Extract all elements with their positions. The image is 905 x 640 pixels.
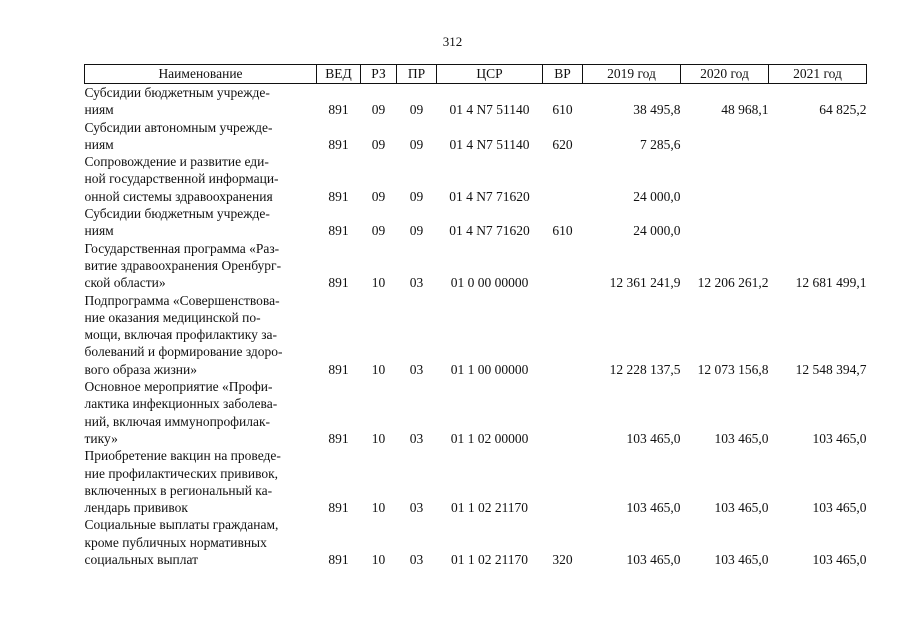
cell-y2021 [769, 153, 867, 205]
cell-ved: 891 [328, 500, 349, 516]
table-row [85, 516, 867, 568]
cell-csr: 01 1 02 21170 [450, 552, 529, 568]
col-header-2019: 2019 год [583, 65, 681, 84]
cell-pr: 03 [409, 361, 424, 377]
row-name-line: Государственная программа «Раз- [84, 240, 280, 256]
cell-pr: 09 [409, 102, 424, 118]
cell-y2021 [769, 205, 867, 240]
cell-y2021: 12 681 499,1 [795, 275, 867, 291]
cell-rz: 10 [371, 275, 386, 291]
cell-y2020 [681, 205, 769, 240]
row-name-line: ной государственной информаци- [84, 171, 279, 187]
row-name-line: Основное мероприятие «Профи- [84, 379, 273, 395]
row-name-line: вого образа жизни» [84, 361, 198, 377]
cell-pr: 03 [409, 500, 424, 516]
row-name-line: ние профилактических прививок, [84, 465, 279, 481]
cell-y2021: 103 465,0 [812, 552, 867, 568]
row-name-line: социальных выплат [84, 552, 199, 568]
cell-vr: 320 [552, 552, 573, 568]
cell-y2019: 24 000,0 [633, 223, 681, 239]
table-body [85, 84, 867, 569]
row-name-line: Социальные выплаты гражданам, [84, 517, 279, 533]
cell-y2020: 103 465,0 [714, 430, 769, 446]
row-name-line: ниям [84, 102, 114, 118]
cell-pr: 03 [409, 275, 424, 291]
table-row [85, 153, 867, 205]
row-name-line: мощи, включая профилактику за- [84, 327, 278, 343]
row-name [85, 292, 317, 378]
row-name-line: ской области» [84, 275, 166, 291]
row-name-line: Субсидии автономным учрежде- [84, 119, 273, 135]
cell-vr: 620 [552, 136, 573, 152]
cell-ved: 891 [328, 188, 349, 204]
cell-y2019: 12 228 137,5 [609, 361, 681, 377]
budget-table [84, 64, 867, 568]
cell-csr: 01 4 N7 71620 [449, 188, 530, 204]
cell-pr: 09 [409, 223, 424, 239]
cell-ved: 891 [328, 275, 349, 291]
row-name-line: болеваний и формирование здоро- [84, 344, 283, 360]
row-name [85, 153, 317, 205]
cell-csr: 01 4 N7 51140 [449, 136, 530, 152]
cell-csr: 01 4 N7 71620 [449, 223, 530, 239]
cell-rz: 09 [371, 136, 386, 152]
cell-y2019: 103 465,0 [626, 500, 681, 516]
col-header-ved: ВЕД [317, 65, 361, 84]
cell-vr [543, 292, 583, 378]
cell-rz: 09 [371, 223, 386, 239]
row-name-line: Приобретение вакцин на проведе- [84, 448, 281, 464]
cell-y2020 [681, 119, 769, 154]
col-header-2021: 2021 год [769, 65, 867, 84]
row-name-line: лендарь прививок [84, 500, 188, 516]
row-name-line: витие здравоохранения Оренбург- [84, 257, 282, 273]
row-name [85, 205, 317, 240]
table-row [85, 292, 867, 378]
table-row [85, 205, 867, 240]
cell-ved: 891 [328, 361, 349, 377]
cell-ved: 891 [328, 102, 349, 118]
cell-y2021: 103 465,0 [812, 430, 867, 446]
cell-y2020: 12 206 261,2 [697, 275, 769, 291]
cell-y2020: 103 465,0 [714, 500, 769, 516]
cell-y2021: 64 825,2 [819, 102, 867, 118]
cell-pr: 09 [409, 136, 424, 152]
cell-rz: 10 [371, 430, 386, 446]
col-header-name: Наименование [85, 65, 317, 84]
table-row [85, 378, 867, 447]
col-header-csr: ЦСР [437, 65, 543, 84]
row-name-line: ниям [84, 223, 114, 239]
cell-y2019: 103 465,0 [626, 552, 681, 568]
row-name-line: Субсидии бюджетным учрежде- [84, 85, 270, 100]
page-number: 312 [442, 34, 463, 49]
cell-ved: 891 [328, 136, 349, 152]
row-name-line: лактика инфекционных заболева- [84, 396, 278, 412]
cell-vr: 610 [552, 223, 573, 239]
cell-y2020 [681, 153, 769, 205]
cell-y2019: 103 465,0 [626, 430, 681, 446]
cell-ved: 891 [328, 223, 349, 239]
cell-vr [543, 378, 583, 447]
table-row [85, 119, 867, 154]
cell-ved: 891 [328, 430, 349, 446]
cell-vr [543, 447, 583, 516]
col-header-vr: ВР [543, 65, 583, 84]
cell-csr: 01 4 N7 51140 [449, 102, 530, 118]
row-name-line: Субсидии бюджетным учрежде- [84, 206, 270, 222]
row-name-line: ниям [84, 136, 114, 152]
row-name [85, 447, 317, 516]
row-name [85, 516, 317, 568]
cell-y2021 [769, 119, 867, 154]
cell-rz: 09 [371, 188, 386, 204]
cell-pr: 09 [409, 188, 424, 204]
cell-csr: 01 0 00 00000 [450, 275, 529, 291]
cell-vr [543, 240, 583, 292]
row-name-line: онной системы здравоохранения [84, 188, 273, 204]
row-name-line: ние оказания медицинской по- [84, 309, 261, 325]
row-name-line: Сопровождение и развитие еди- [84, 154, 269, 170]
cell-vr: 610 [552, 102, 573, 118]
table-header-row [85, 65, 867, 84]
cell-y2021: 12 548 394,7 [795, 361, 867, 377]
cell-vr [543, 153, 583, 205]
cell-rz: 10 [371, 500, 386, 516]
col-header-rz: РЗ [361, 65, 397, 84]
col-header-2020: 2020 год [681, 65, 769, 84]
col-header-pr: ПР [397, 65, 437, 84]
cell-ved: 891 [328, 552, 349, 568]
cell-rz: 10 [371, 361, 386, 377]
row-name-line: ний, включая иммунопрофилак- [84, 413, 271, 429]
table-row [85, 447, 867, 516]
cell-y2019: 38 495,8 [633, 102, 681, 118]
cell-csr: 01 1 02 00000 [450, 430, 529, 446]
row-name [85, 378, 317, 447]
cell-csr: 01 1 02 21170 [450, 500, 529, 516]
row-name-line: кроме публичных нормативных [84, 534, 267, 550]
cell-pr: 03 [409, 430, 424, 446]
cell-y2020: 12 073 156,8 [697, 361, 769, 377]
cell-y2019: 12 361 241,9 [609, 275, 681, 291]
cell-csr: 01 1 00 00000 [450, 361, 529, 377]
row-name-line: Подпрограмма «Совершенствова- [84, 292, 280, 308]
row-name [85, 119, 317, 154]
table-row [85, 84, 867, 119]
row-name-line: включенных в региональный ка- [84, 482, 273, 498]
row-name [85, 240, 317, 292]
cell-rz: 09 [371, 102, 386, 118]
cell-y2019: 24 000,0 [633, 188, 681, 204]
cell-y2020: 48 968,1 [721, 102, 769, 118]
cell-pr: 03 [409, 552, 424, 568]
cell-rz: 10 [371, 552, 386, 568]
cell-y2020: 103 465,0 [714, 552, 769, 568]
row-name [85, 84, 317, 119]
row-name-line: тику» [84, 430, 118, 446]
table-row [85, 240, 867, 292]
cell-y2019: 7 285,6 [640, 136, 681, 152]
cell-y2021: 103 465,0 [812, 500, 867, 516]
